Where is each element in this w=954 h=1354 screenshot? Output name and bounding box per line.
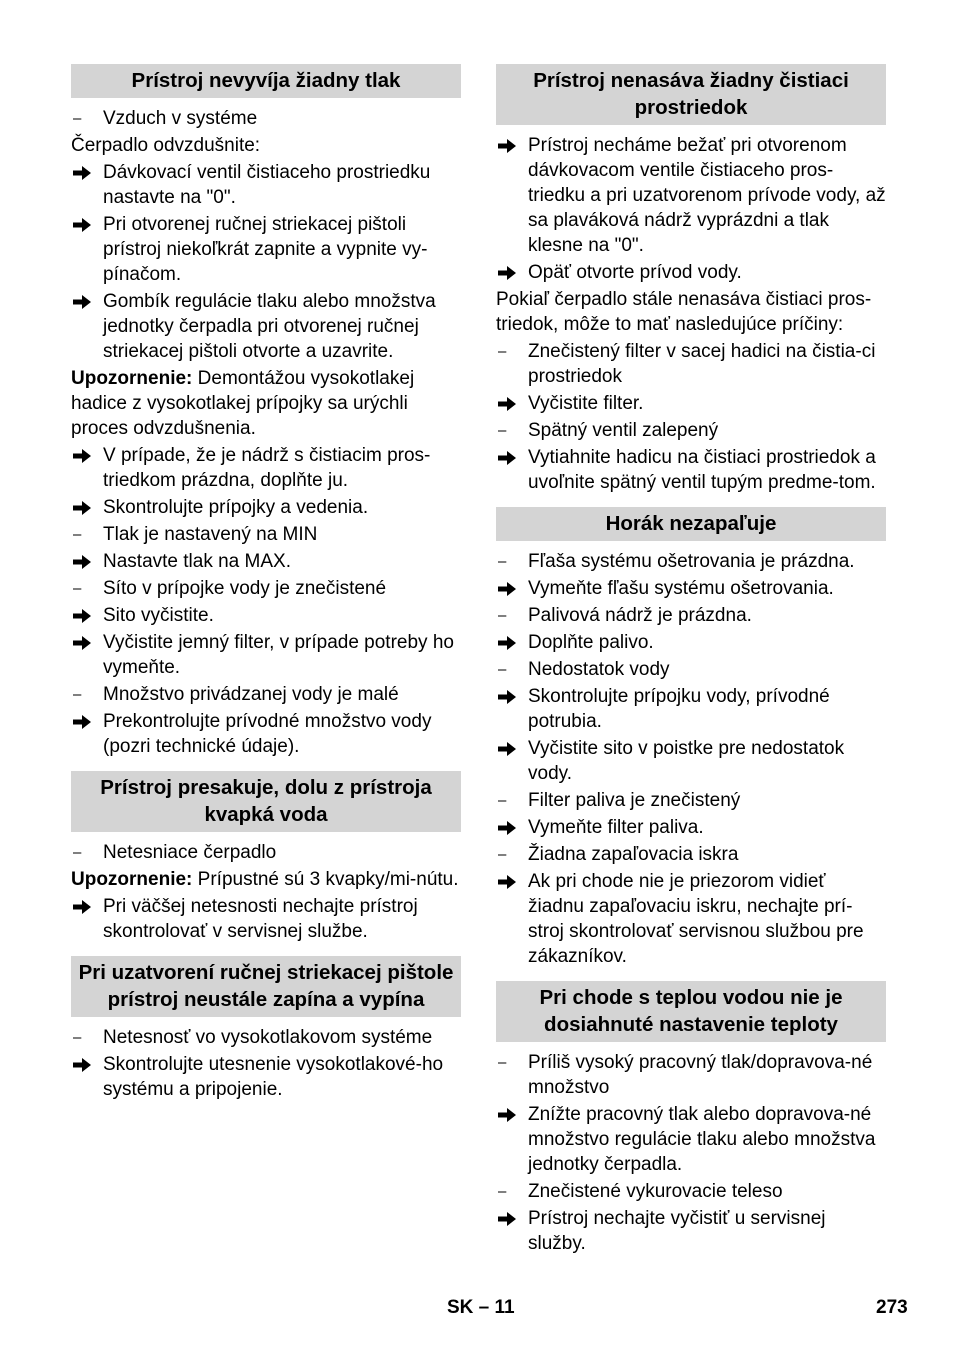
note-text: Prípustné sú 3 kvapky/mi-nútu. bbox=[192, 869, 459, 890]
dash-icon: – bbox=[498, 553, 507, 570]
item-text: Filter paliva je znečistený bbox=[528, 790, 741, 811]
dash-icon: – bbox=[498, 1054, 507, 1071]
item-text: Príliš vysoký pracovný tlak/dopravova-né množstvo bbox=[528, 1052, 873, 1098]
item-text: Vymeňte filter paliva. bbox=[528, 817, 704, 838]
item-text: Skontrolujte prípojku vody, prívodné potrubia. bbox=[528, 686, 830, 732]
cause-item bbox=[496, 549, 886, 574]
remedy-item bbox=[496, 684, 886, 734]
section-heading: Horák nezapaľuje bbox=[496, 507, 886, 541]
cause-item bbox=[496, 842, 886, 867]
remedy-item bbox=[71, 160, 461, 210]
item-text: Ak pri chode nie je priezorom vidieť žiadnu zapaľovaciu iskru, nechajte prí-stroj skontrolovať servisnou službou pre zákazníkov. bbox=[528, 871, 864, 967]
cause-item bbox=[71, 840, 461, 865]
item-text: Netesnosť vo vysokotlakovom systéme bbox=[103, 1027, 433, 1048]
remedy-item bbox=[496, 869, 886, 969]
section-gap bbox=[71, 946, 461, 956]
remedy-item bbox=[496, 1102, 886, 1177]
cause-item bbox=[71, 522, 461, 547]
cause-item bbox=[496, 1179, 886, 1204]
item-text: Nedostatok vody bbox=[528, 659, 670, 680]
footer-section-label: SK – 11 bbox=[447, 1297, 515, 1318]
item-text: Spätný ventil zalepený bbox=[528, 420, 719, 441]
remedy-item bbox=[71, 549, 461, 574]
paragraph: Pokiaľ čerpadlo stále nenasáva čistiaci pros-triedok, môže to mať nasledujúce príčiny: bbox=[496, 289, 872, 335]
remedy-item bbox=[496, 445, 886, 495]
section-heading: Prístroj nevyvíja žiadny tlak bbox=[71, 64, 461, 98]
item-text: Gombík regulácie tlaku alebo množstva jednotky čerpadla pri otvorenej ručnej striekacej pištoli otvorte a uzavrite. bbox=[103, 291, 436, 362]
item-text: Vzduch v systéme bbox=[103, 108, 258, 129]
dash-icon: – bbox=[73, 844, 82, 861]
item-text: Skontrolujte utesnenie vysokotlakové-ho systému a pripojenie. bbox=[103, 1054, 444, 1100]
item-text: V prípade, že je nádrž s čistiacim pros-triedkom prázdna, doplňte ju. bbox=[103, 445, 431, 491]
item-text: Palivová nádrž je prázdna. bbox=[528, 605, 752, 626]
remedy-item bbox=[496, 736, 886, 786]
remedy-item bbox=[71, 603, 461, 628]
remedy-item bbox=[496, 1206, 886, 1256]
section-gap bbox=[71, 761, 461, 771]
section-gap bbox=[496, 497, 886, 507]
left-column bbox=[71, 64, 461, 1104]
page-number: 273 bbox=[876, 1297, 908, 1318]
item-text: Množstvo privádzanej vody je malé bbox=[103, 684, 399, 705]
section-body bbox=[71, 840, 461, 944]
item-text: Prístroj necháme bežať pri otvorenom dávkovacom ventile čistiaceho pros-triedku a pri uzatvorenom prívode vody, až sa plaváková nádrž vyprázdni a tlak klesne na "0". bbox=[528, 135, 886, 256]
dash-icon: – bbox=[73, 580, 82, 597]
section-body bbox=[71, 1025, 461, 1102]
remedy-item bbox=[496, 815, 886, 840]
item-text: Vyčistite sito v poistke pre nedostatok vody. bbox=[528, 738, 845, 784]
note-label: Upozornenie: bbox=[71, 869, 193, 890]
dash-icon: – bbox=[498, 661, 507, 678]
item-text: Doplňte palivo. bbox=[528, 632, 654, 653]
cause-item bbox=[496, 1050, 886, 1100]
remedy-item bbox=[496, 630, 886, 655]
section-body bbox=[496, 133, 886, 495]
cause-item bbox=[71, 106, 461, 131]
item-text: Dávkovací ventil čistiaceho prostriedku nastavte na "0". bbox=[103, 162, 431, 208]
note-paragraph bbox=[71, 867, 461, 892]
section-gap bbox=[496, 971, 886, 981]
remedy-item bbox=[496, 260, 886, 285]
section-heading: Pri uzatvorení ručnej striekacej pištole prístroj neustále zapína a vypína bbox=[71, 956, 461, 1017]
dash-icon: – bbox=[498, 343, 507, 360]
dash-icon: – bbox=[73, 1029, 82, 1046]
remedy-item bbox=[71, 443, 461, 493]
cause-item bbox=[496, 603, 886, 628]
cause-item bbox=[496, 657, 886, 682]
dash-icon: – bbox=[73, 526, 82, 543]
item-text: Sito vyčistite. bbox=[103, 605, 214, 626]
dash-icon: – bbox=[498, 422, 507, 439]
item-text: Nastavte tlak na MAX. bbox=[103, 551, 291, 572]
remedy-item bbox=[71, 212, 461, 287]
cause-item bbox=[71, 1025, 461, 1050]
dash-icon: – bbox=[73, 686, 82, 703]
remedy-item bbox=[71, 289, 461, 364]
remedy-item bbox=[71, 630, 461, 680]
dash-icon: – bbox=[498, 607, 507, 624]
item-text: Vyčistite jemný filter, v prípade potreby ho vymeňte. bbox=[103, 632, 454, 678]
remedy-item bbox=[71, 894, 461, 944]
section-body bbox=[496, 549, 886, 969]
remedy-item bbox=[71, 1052, 461, 1102]
item-text: Prístroj nechajte vyčistiť u servisnej služby. bbox=[528, 1208, 826, 1254]
section-body bbox=[496, 1050, 886, 1256]
item-text: Pri väčšej netesnosti nechajte prístroj skontrolovať v servisnej službe. bbox=[103, 896, 418, 942]
paragraph: Čerpadlo odvzdušnite: bbox=[71, 135, 261, 156]
section-heading: Pri chode s teplou vodou nie je dosiahnuté nastavenie teploty bbox=[496, 981, 886, 1042]
dash-icon: – bbox=[73, 110, 82, 127]
item-text: Fľaša systému ošetrovania je prázdna. bbox=[528, 551, 855, 572]
remedy-item bbox=[71, 495, 461, 520]
item-text: Opäť otvorte prívod vody. bbox=[528, 262, 742, 283]
remedy-item bbox=[496, 576, 886, 601]
item-text: Pri otvorenej ručnej striekacej pištoli prístroj niekoľkrát zapnite a vypnite vy-pínačom. bbox=[103, 214, 428, 285]
remedy-item bbox=[496, 133, 886, 258]
item-text: Síto v prípojke vody je znečistené bbox=[103, 578, 387, 599]
item-text: Prekontrolujte prívodné množstvo vody (pozri technické údaje). bbox=[103, 711, 432, 757]
dash-icon: – bbox=[498, 846, 507, 863]
cause-item bbox=[496, 339, 886, 389]
cause-item bbox=[496, 418, 886, 443]
cause-item bbox=[496, 788, 886, 813]
section-heading: Prístroj presakuje, dolu z prístroja kvapká voda bbox=[71, 771, 461, 832]
note-text: Demontážou vysokotlakej hadice z vysokotlakej prípojky sa urýchli proces odvzdušnenia. bbox=[71, 368, 415, 439]
right-column bbox=[496, 64, 886, 1258]
item-text: Znečistený filter v sacej hadici na čistia-ci prostriedok bbox=[528, 341, 876, 387]
section-heading: Prístroj nenasáva žiadny čistiaci prostriedok bbox=[496, 64, 886, 125]
item-text: Skontrolujte prípojky a vedenia. bbox=[103, 497, 369, 518]
cause-item bbox=[71, 682, 461, 707]
note-paragraph bbox=[71, 366, 461, 441]
item-text: Žiadna zapaľovacia iskra bbox=[528, 844, 739, 865]
dash-icon: – bbox=[498, 1183, 507, 1200]
item-text: Vymeňte fľašu systému ošetrovania. bbox=[528, 578, 834, 599]
remedy-item bbox=[496, 391, 886, 416]
note-label: Upozornenie: bbox=[71, 368, 193, 389]
item-text: Znečistené vykurovacie teleso bbox=[528, 1181, 783, 1202]
item-text: Vytiahnite hadicu na čistiaci prostriedok a uvoľnite spätný ventil tupým predme-tom. bbox=[528, 447, 876, 493]
section-body bbox=[71, 106, 461, 759]
item-text: Vyčistite filter. bbox=[528, 393, 644, 414]
item-text: Netesniace čerpadlo bbox=[103, 842, 277, 863]
item-text: Tlak je nastavený na MIN bbox=[103, 524, 318, 545]
cause-item bbox=[71, 576, 461, 601]
remedy-item bbox=[71, 709, 461, 759]
dash-icon: – bbox=[498, 792, 507, 809]
item-text: Znížte pracovný tlak alebo dopravova-né množstvo regulácie tlaku alebo množstva jednotky čerpadla. bbox=[528, 1104, 876, 1175]
